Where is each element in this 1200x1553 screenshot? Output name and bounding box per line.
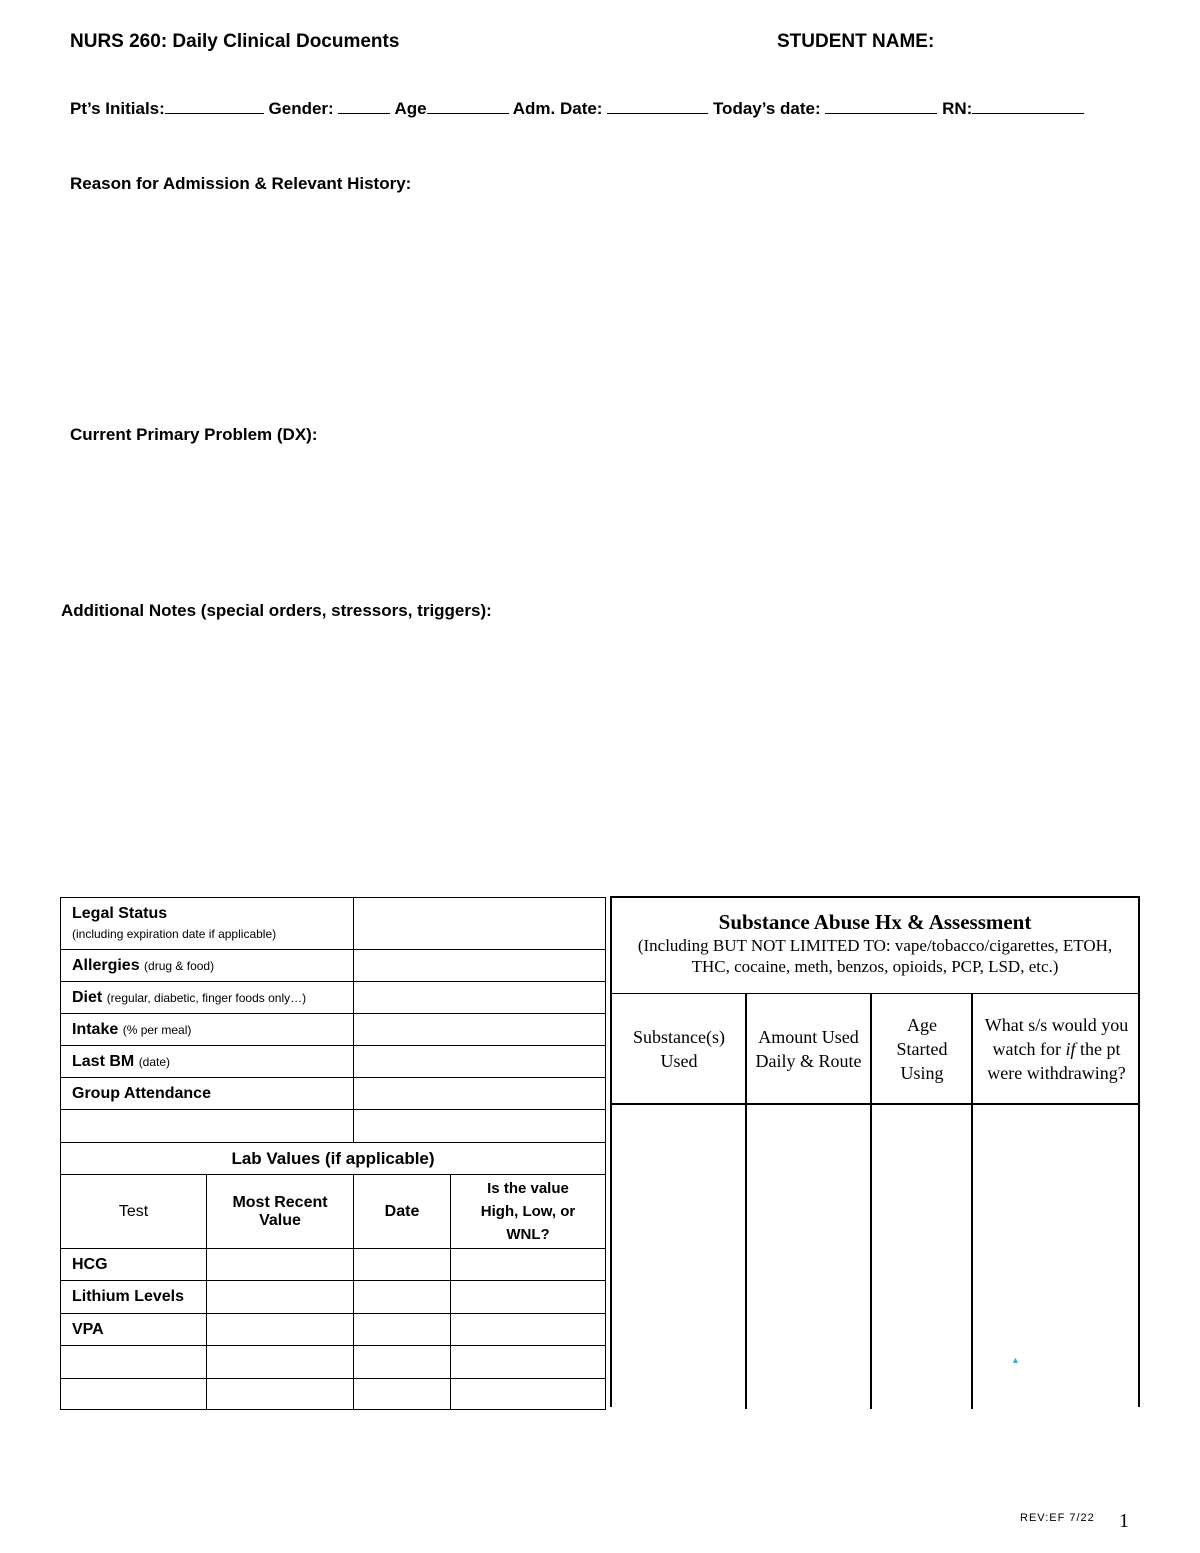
col-withdrawal-signs: What s/s would you watch for if the pt were withdrawing? [984,1014,1129,1083]
lab-row-test[interactable] [61,1379,207,1410]
lab-row-status[interactable] [451,1346,606,1379]
lab-header-value: Most Recent Value [207,1175,354,1249]
col-age-started: Age Started Using [896,1014,948,1083]
status-lab-table [60,897,606,1410]
lab-row-date[interactable] [354,1281,451,1314]
allergies-value[interactable] [354,950,606,982]
group-attendance-label: Group Attendance [61,1078,354,1110]
col-amount-route: Amount Used Daily & Route [755,1026,862,1071]
gender-label: Gender: [268,99,339,118]
initials-label: Pt’s Initials: [70,99,165,118]
lab-row-status[interactable] [451,1379,606,1410]
substance-abuse-table [610,896,1140,1407]
student-name-label: STUDENT NAME: [777,31,935,52]
lab-row-status[interactable] [451,1281,606,1314]
blank-status-label[interactable] [61,1110,354,1143]
adm-date-field[interactable] [607,98,708,114]
additional-notes-heading: Additional Notes (special orders, stressors, triggers): [61,601,492,620]
todays-date-label: Today’s date: [712,99,826,118]
lab-row-value[interactable] [207,1314,354,1346]
allergies-label: Allergies (drug & food) [61,950,354,982]
amount-route-cell[interactable] [747,1105,870,1409]
reason-for-admission-heading: Reason for Admission & Relevant History: [70,174,412,193]
substance-description: (Including BUT NOT LIMITED TO: vape/tobacco/cigarettes, ETOH, THC, cocaine, meth, benzos, opioids, PCP, LSD, etc.) [637,936,1113,976]
lab-row-date[interactable] [354,1379,451,1410]
lab-row-date[interactable] [354,1314,451,1346]
age-field[interactable] [427,98,509,114]
lab-header-test: Test [61,1175,207,1249]
lab-row-value[interactable] [207,1379,354,1410]
lab-values-title: Lab Values (if applicable) [61,1143,606,1175]
intake-label: Intake (% per meal) [61,1014,354,1046]
legal-status-value[interactable] [354,898,606,950]
cursor-marker-icon: ▲ [1011,1355,1020,1365]
lab-row-status[interactable] [451,1249,606,1281]
age-label: Age [394,99,427,118]
gender-field[interactable] [338,98,390,114]
substance-title: Substance Abuse Hx & Assessment [718,910,1032,934]
col-substance-used: Substance(s) Used [633,1026,725,1071]
lab-row-test: VPA [61,1314,207,1346]
lab-row-date[interactable] [354,1249,451,1281]
blank-status-value[interactable] [354,1110,606,1143]
rn-field[interactable] [972,98,1084,114]
substance-used-cell[interactable] [612,1105,745,1409]
lab-header-status: Is the value High, Low, or WNL? [451,1175,606,1249]
legal-status-label: Legal Status (including expiration date if applicable) [61,898,354,950]
age-started-cell[interactable] [872,1105,971,1409]
lab-row-date[interactable] [354,1346,451,1379]
substance-column-headers [612,994,1138,1105]
lab-row-test: HCG [61,1249,207,1281]
lab-row-status[interactable] [451,1314,606,1346]
last-bm-value[interactable] [354,1046,606,1078]
page-title: NURS 260: Daily Clinical Documents [70,31,400,52]
group-attendance-value[interactable] [354,1078,606,1110]
todays-date-field[interactable] [825,98,937,114]
withdrawal-signs-cell[interactable] [973,1105,1137,1409]
lab-row-value[interactable] [207,1281,354,1314]
diet-label: Diet (regular, diabetic, finger foods only…) [61,982,354,1014]
lab-row-test[interactable] [61,1346,207,1379]
lab-header-date: Date [354,1175,451,1249]
substance-header [612,898,1138,994]
lab-row-value[interactable] [207,1249,354,1281]
lab-row-test: Lithium Levels [61,1281,207,1314]
rn-label: RN: [942,99,973,118]
diet-value[interactable] [354,982,606,1014]
intake-value[interactable] [354,1014,606,1046]
page-number: 1 [1119,1510,1129,1532]
revision-label: REV:EF 7/22 [1020,1512,1095,1524]
initials-field[interactable] [165,98,264,114]
adm-date-label: Adm. Date: [512,99,608,118]
lab-row-value[interactable] [207,1346,354,1379]
current-problem-heading: Current Primary Problem (DX): [70,425,318,444]
patient-info-line [70,98,1084,119]
last-bm-label: Last BM (date) [61,1046,354,1078]
